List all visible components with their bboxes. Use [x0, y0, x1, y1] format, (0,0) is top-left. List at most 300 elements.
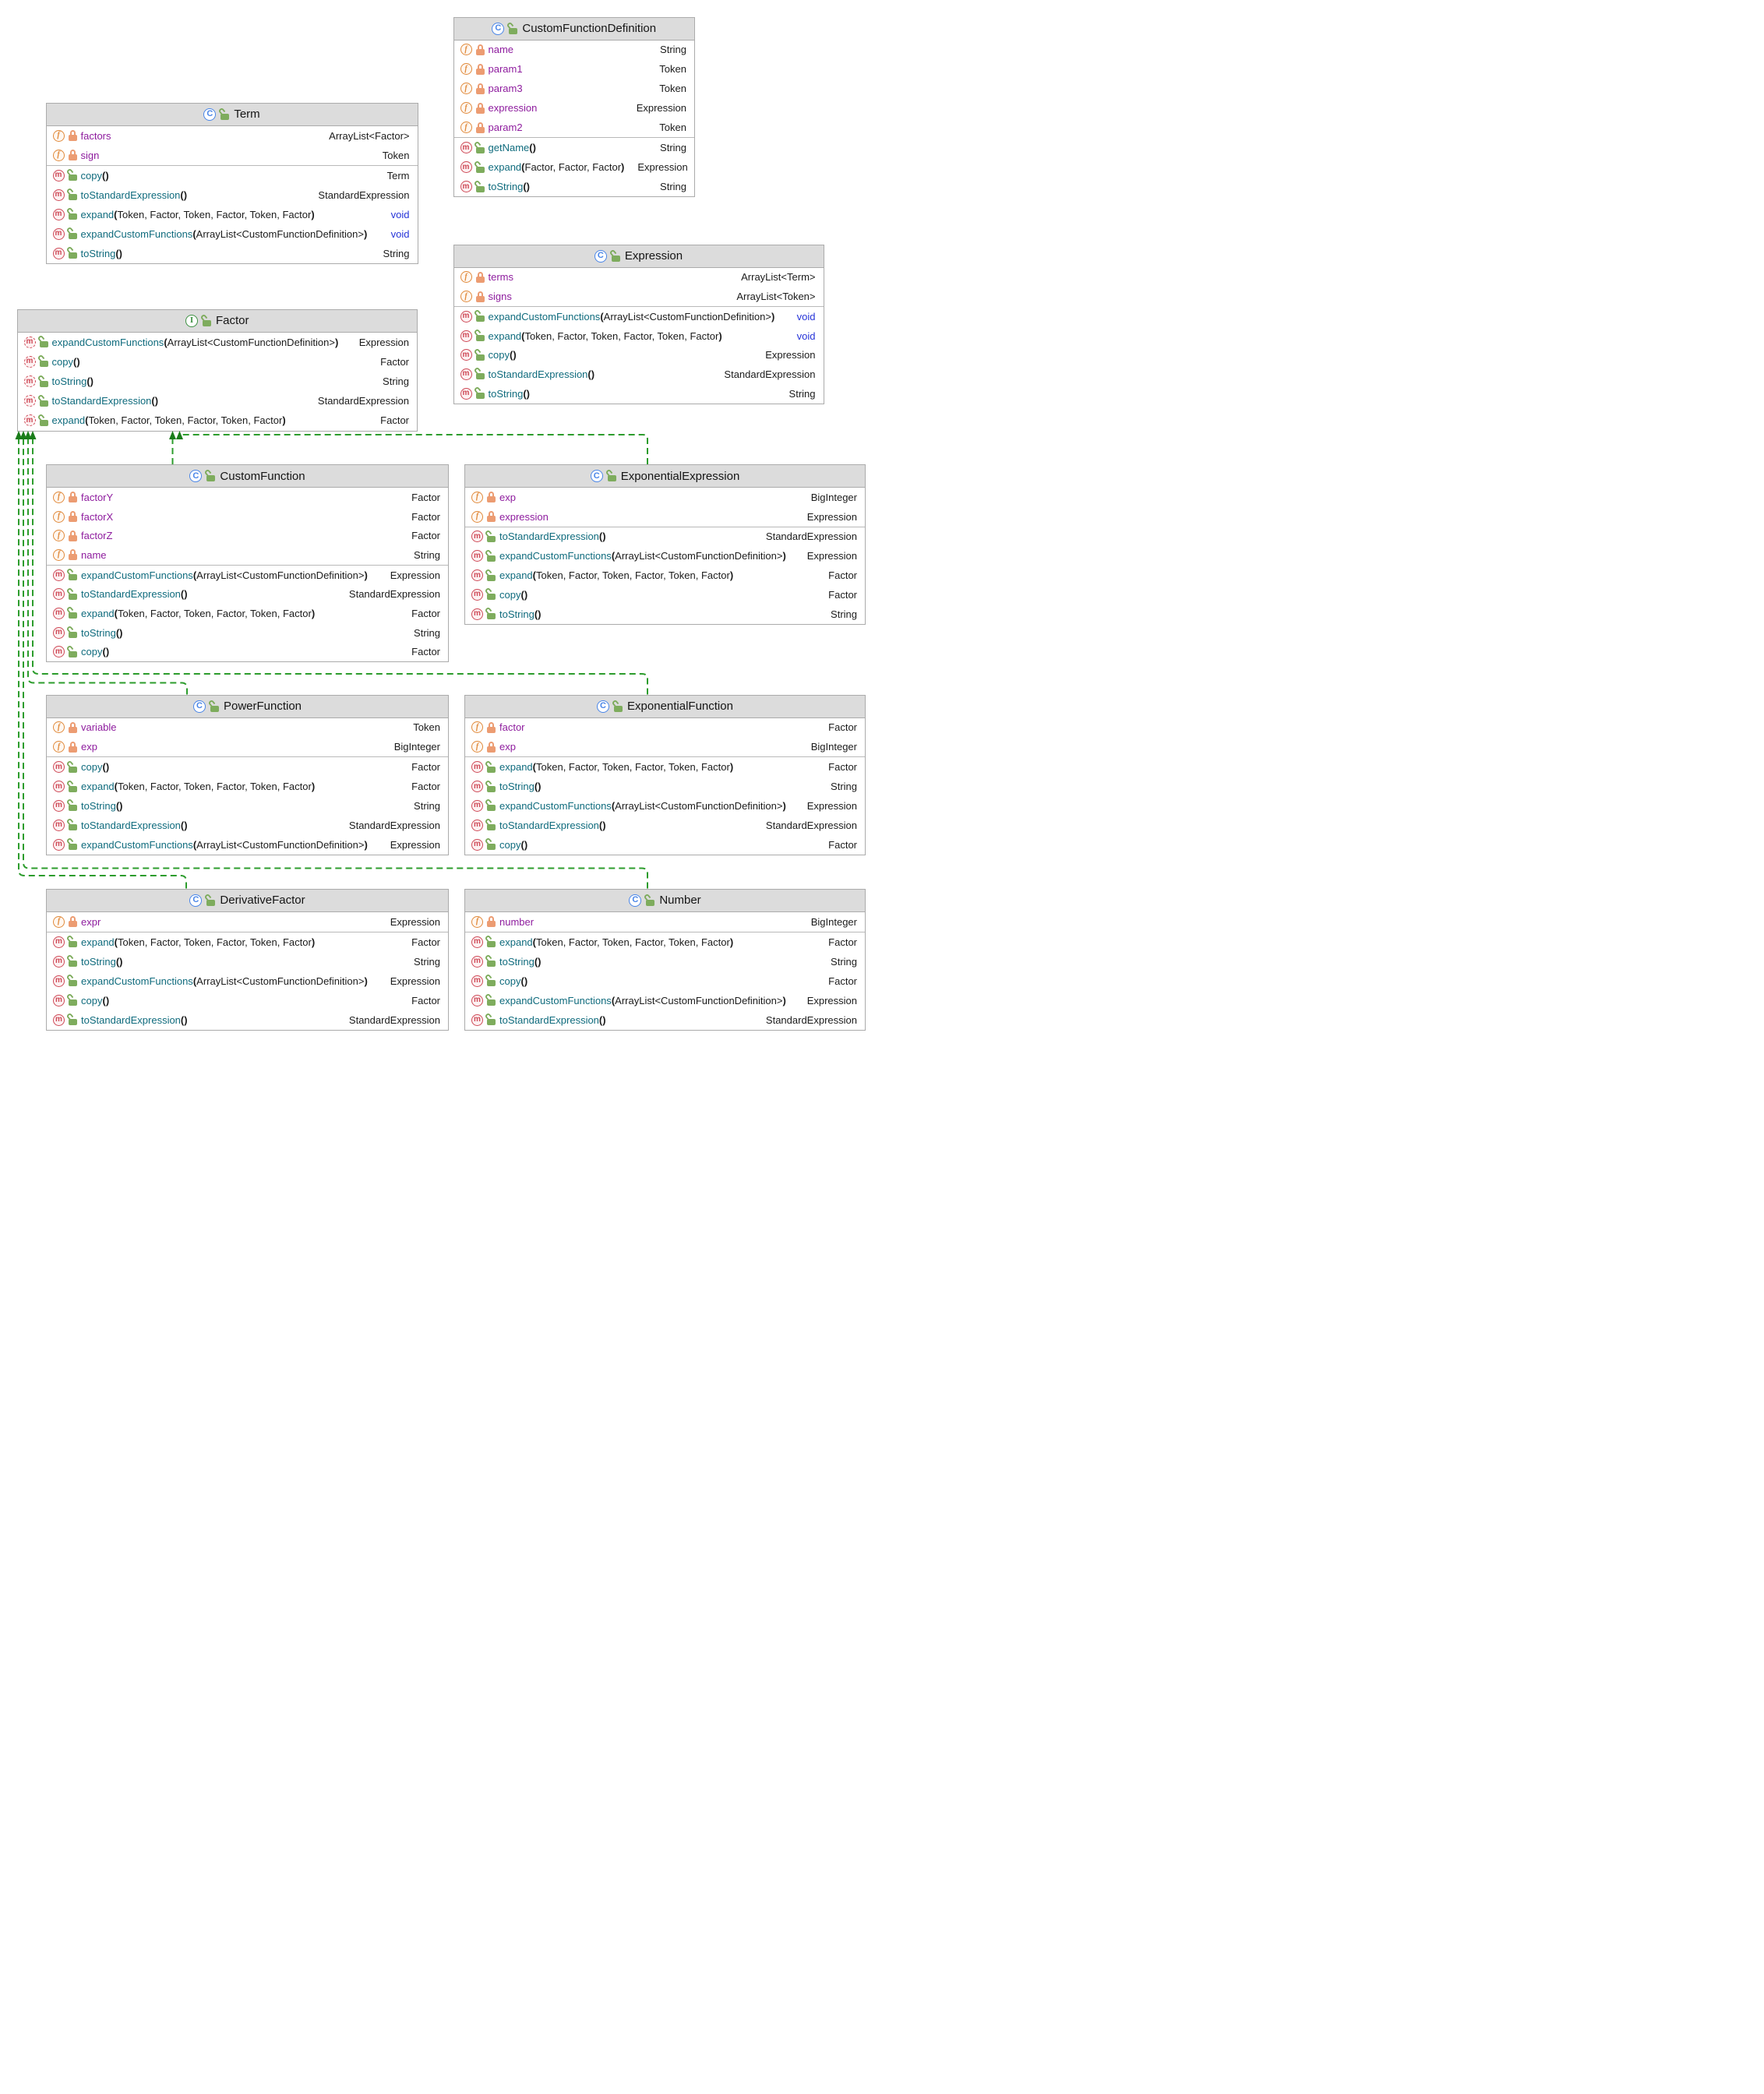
lock-closed-icon [69, 742, 77, 753]
field-name: signs [488, 291, 512, 303]
field-icon: f [460, 122, 472, 133]
method-return-type: String [383, 247, 410, 259]
method-name: expandCustomFunctions [51, 336, 164, 348]
method-icon: m [471, 995, 483, 1006]
method-icon: m [460, 161, 472, 173]
method-name: expandCustomFunctions [499, 799, 612, 812]
method-icon: m [471, 589, 483, 601]
field-row[interactable] [47, 126, 418, 146]
method-name: expand [488, 330, 522, 342]
method-name: expand [499, 936, 533, 948]
class-node-CustomFunctionDefinition[interactable] [453, 17, 696, 198]
method-name: toString [81, 799, 116, 812]
class-title: ExponentialExpression [620, 469, 740, 483]
method-signature: copy() [81, 994, 110, 1006]
field-name: factor [499, 721, 525, 734]
lock-closed-icon [487, 722, 496, 733]
method-name: copy [499, 975, 521, 987]
class-header [47, 890, 448, 912]
field-row[interactable] [47, 146, 418, 165]
method-row[interactable] [465, 757, 865, 777]
method-signature: toString() [499, 781, 542, 792]
method-row[interactable] [18, 391, 418, 411]
lock-closed-icon [476, 291, 485, 302]
method-row[interactable] [465, 585, 865, 605]
method-return-type: void [796, 330, 816, 342]
class-icon: C [629, 894, 641, 907]
class-node-DerivativeFactor[interactable] [46, 889, 449, 1031]
field-row[interactable] [47, 737, 448, 756]
field-name: factorY [81, 491, 114, 503]
class-icon: C [594, 250, 607, 263]
method-icon: m [460, 349, 472, 361]
method-row[interactable] [465, 777, 865, 796]
class-node-Number[interactable] [464, 889, 866, 1031]
method-name: toStandardExpression [499, 819, 599, 831]
field-icon: f [53, 721, 65, 733]
fields-section [47, 488, 448, 565]
method-icon: m [53, 608, 65, 619]
method-row[interactable] [47, 757, 448, 777]
lock-open-icon [487, 956, 496, 967]
method-signature: expand(Token, Factor, Token, Factor, Token, Factor) [80, 208, 315, 220]
method-name: toStandardExpression [51, 395, 152, 407]
field-row[interactable] [454, 98, 695, 118]
method-row[interactable] [47, 952, 448, 971]
lock-closed-icon [487, 742, 496, 753]
field-row[interactable] [465, 912, 865, 932]
class-header [465, 696, 865, 718]
method-name: copy [80, 169, 102, 182]
method-row[interactable] [465, 835, 865, 855]
method-signature: expandCustomFunctions(ArrayList<CustomFunctionDefinition>) [81, 975, 368, 987]
field-name: factorZ [81, 530, 113, 542]
field-name: exp [81, 741, 97, 753]
lock-closed-icon [487, 916, 496, 927]
lock-closed-icon [69, 511, 77, 522]
method-signature: toString() [499, 955, 542, 968]
method-name: expandCustomFunctions [81, 569, 193, 581]
lock-open-icon [40, 415, 48, 426]
field-type: Expression [806, 510, 857, 523]
field-row[interactable] [465, 488, 865, 507]
field-row[interactable] [47, 488, 448, 507]
method-icon: m [53, 189, 65, 201]
field-name: number [499, 915, 534, 928]
lock-closed-icon [487, 511, 496, 522]
method-name: toString [81, 626, 116, 639]
fields-section [465, 488, 865, 527]
fields-section [47, 718, 448, 757]
method-icon: m [53, 761, 65, 773]
field-type: BigInteger [810, 491, 857, 503]
method-name: toStandardExpression [499, 531, 599, 543]
class-node-CustomFunction[interactable] [46, 464, 449, 662]
method-name: copy [81, 646, 103, 658]
method-signature: toString() [81, 626, 123, 639]
method-row[interactable] [47, 623, 448, 643]
field-row[interactable] [47, 718, 448, 738]
method-row[interactable] [47, 205, 418, 224]
method-row[interactable] [47, 1010, 448, 1030]
method-name: expand [81, 936, 115, 948]
lock-open-icon [487, 781, 496, 792]
lock-closed-icon [476, 122, 485, 133]
class-title: PowerFunction [223, 700, 302, 713]
method-name: expandCustomFunctions [499, 550, 612, 562]
method-row[interactable] [47, 604, 448, 623]
method-name: getName [488, 142, 530, 154]
method-signature: copy() [499, 838, 528, 851]
method-return-type: Expression [637, 161, 688, 174]
method-name: copy [499, 838, 521, 851]
method-row[interactable] [47, 796, 448, 816]
method-return-type: StandardExpression [765, 819, 857, 831]
realization-edge-CustomFunction-to-Factor[interactable] [169, 431, 176, 464]
method-row[interactable] [465, 605, 865, 624]
method-return-type: String [831, 955, 857, 968]
method-row[interactable] [465, 566, 865, 585]
method-row[interactable] [465, 932, 865, 952]
method-row[interactable] [47, 185, 418, 205]
method-row[interactable] [454, 157, 695, 177]
class-title: CustomFunctionDefinition [522, 22, 657, 35]
lock-open-icon [487, 975, 496, 986]
method-row[interactable] [18, 352, 418, 372]
method-name: expand [51, 414, 86, 427]
method-row[interactable] [454, 365, 824, 384]
class-node-Factor[interactable] [17, 309, 418, 432]
method-return-type: Factor [828, 936, 857, 948]
lock-open-icon [69, 800, 77, 811]
method-params: ArrayList<CustomFunctionDefinition> [615, 799, 783, 812]
field-name: factorX [81, 510, 114, 523]
method-row[interactable] [465, 971, 865, 991]
method-icon: m [471, 531, 483, 542]
field-row[interactable] [465, 718, 865, 738]
lock-open-icon [69, 228, 77, 239]
method-name: expand [488, 161, 522, 174]
method-params: Token, Factor, Token, Factor, Token, Factor [88, 414, 283, 427]
method-return-type: Factor [411, 994, 440, 1006]
method-icon: m [53, 975, 65, 987]
inheritance-arrowhead [25, 431, 32, 439]
class-title: DerivativeFactor [220, 894, 305, 907]
method-return-type: StandardExpression [348, 1014, 440, 1026]
method-icon: m [471, 839, 483, 851]
class-node-Expression[interactable] [453, 245, 824, 404]
method-signature: copy() [51, 355, 80, 368]
methods-section [47, 565, 448, 661]
methods-section [454, 137, 695, 196]
method-row[interactable] [18, 411, 418, 430]
method-signature: toString() [51, 375, 93, 387]
lock-open-icon [40, 337, 48, 347]
field-icon: f [460, 102, 472, 114]
method-signature: copy() [81, 761, 110, 774]
method-name: expand [81, 607, 115, 619]
method-row[interactable] [47, 932, 448, 952]
method-row[interactable] [47, 244, 418, 263]
field-row[interactable] [454, 41, 695, 60]
fields-section [465, 718, 865, 757]
field-icon: f [53, 916, 65, 928]
lock-open-icon [612, 251, 620, 262]
method-row[interactable] [47, 224, 418, 244]
field-type: ArrayList<Term> [741, 271, 816, 284]
method-icon: m [53, 646, 65, 657]
method-row[interactable] [18, 372, 418, 391]
class-icon: C [189, 470, 202, 482]
lock-open-icon [487, 839, 496, 850]
method-signature: toStandardExpression() [81, 819, 188, 831]
method-return-type: Expression [806, 994, 857, 1006]
method-name: expandCustomFunctions [80, 227, 193, 240]
field-icon: f [53, 530, 65, 541]
field-name: sign [80, 149, 100, 161]
method-name: toString [81, 955, 116, 968]
field-row[interactable] [454, 287, 824, 306]
method-icon: m [53, 588, 65, 600]
interface-icon: I [185, 315, 198, 327]
lock-open-icon [487, 608, 496, 619]
class-node-ExponentialExpression[interactable] [464, 464, 866, 625]
method-name: toString [499, 781, 534, 792]
method-return-type: Factor [411, 781, 440, 792]
method-row[interactable] [454, 384, 824, 404]
method-return-type: Term [386, 169, 410, 182]
method-icon: m [460, 181, 472, 192]
method-return-type: Factor [380, 355, 409, 368]
field-type: Token [659, 122, 686, 134]
method-name: expandCustomFunctions [81, 838, 193, 851]
method-name: copy [81, 994, 103, 1006]
lock-open-icon [487, 762, 496, 773]
method-row[interactable] [47, 642, 448, 661]
method-row[interactable] [465, 546, 865, 566]
method-params: ArrayList<CustomFunctionDefinition> [167, 336, 335, 348]
method-icon: m [53, 569, 65, 581]
lock-closed-icon [476, 64, 485, 75]
method-signature: toString() [499, 608, 542, 620]
field-type: Token [659, 83, 686, 95]
field-type: BigInteger [393, 741, 440, 753]
class-title: Factor [215, 314, 249, 327]
methods-section [18, 333, 418, 431]
method-row[interactable] [454, 307, 824, 326]
lock-open-icon [69, 189, 77, 200]
lock-open-icon [69, 820, 77, 830]
field-row[interactable] [454, 118, 695, 137]
field-row[interactable] [465, 737, 865, 756]
method-return-type: Factor [828, 975, 857, 987]
method-signature: expand(Token, Factor, Token, Factor, Token, Factor) [499, 761, 734, 774]
method-signature: toStandardExpression() [488, 368, 595, 380]
method-signature: copy() [80, 169, 109, 182]
method-row[interactable] [454, 326, 824, 346]
method-icon: m [24, 337, 36, 348]
lock-closed-icon [476, 83, 485, 94]
lock-open-icon [487, 589, 496, 600]
class-icon: C [189, 894, 202, 907]
class-header [465, 465, 865, 488]
method-return-type: String [831, 608, 857, 620]
method-return-type: StandardExpression [318, 189, 410, 201]
fields-section [454, 268, 824, 306]
lock-open-icon [210, 701, 219, 712]
method-row[interactable] [454, 138, 695, 157]
field-row[interactable] [465, 507, 865, 527]
field-name: exp [499, 741, 516, 753]
lock-open-icon [69, 170, 77, 181]
class-header [47, 465, 448, 488]
method-name: toStandardExpression [499, 1014, 599, 1026]
lock-open-icon [487, 1014, 496, 1025]
method-row[interactable] [47, 816, 448, 835]
method-icon: m [53, 209, 65, 220]
method-name: toString [80, 247, 116, 259]
method-row[interactable] [465, 816, 865, 835]
method-row[interactable] [465, 1010, 865, 1030]
field-type: Factor [411, 530, 440, 542]
lock-open-icon [509, 23, 517, 34]
field-row[interactable] [454, 79, 695, 98]
field-name: param2 [488, 122, 523, 134]
method-row[interactable] [47, 991, 448, 1010]
class-node-ExponentialFunction[interactable] [464, 695, 866, 855]
method-return-type: Expression [390, 838, 440, 851]
lock-open-icon [69, 995, 77, 1006]
fields-section [47, 126, 418, 165]
method-signature: copy() [499, 588, 528, 601]
field-icon: f [53, 130, 65, 142]
method-icon: m [471, 936, 483, 948]
lock-closed-icon [69, 549, 77, 560]
method-name: copy [51, 355, 73, 368]
field-row[interactable] [47, 526, 448, 545]
method-signature: expandCustomFunctions(ArrayList<CustomFunctionDefinition>) [81, 838, 368, 851]
lock-closed-icon [69, 722, 77, 733]
method-icon: m [53, 936, 65, 948]
method-row[interactable] [465, 527, 865, 547]
method-name: toString [499, 955, 534, 968]
field-name: param1 [488, 63, 523, 76]
method-row[interactable] [465, 991, 865, 1010]
field-type: BigInteger [810, 915, 857, 928]
field-row[interactable] [454, 268, 824, 287]
lock-open-icon [487, 551, 496, 562]
class-header [47, 104, 418, 126]
inheritance-arrowhead [30, 431, 37, 439]
class-node-PowerFunction[interactable] [46, 695, 449, 855]
field-name: expr [81, 915, 101, 928]
methods-section [47, 932, 448, 1030]
method-name: toStandardExpression [488, 368, 588, 380]
method-row[interactable] [47, 835, 448, 855]
lock-open-icon [69, 569, 77, 580]
lock-open-icon [487, 995, 496, 1006]
method-name: toStandardExpression [80, 189, 181, 201]
method-row[interactable] [454, 177, 695, 196]
method-return-type: Factor [411, 646, 440, 658]
method-icon: m [24, 414, 36, 426]
methods-section [454, 306, 824, 404]
method-name: copy [499, 588, 521, 601]
realization-edge-ExponentialExpression-to-Factor[interactable] [176, 431, 647, 464]
field-icon: f [460, 271, 472, 283]
field-row[interactable] [47, 507, 448, 527]
lock-closed-icon [69, 130, 77, 141]
method-params: ArrayList<CustomFunctionDefinition> [196, 838, 365, 851]
fields-section [465, 912, 865, 932]
lock-closed-icon [69, 531, 77, 541]
method-row[interactable] [454, 345, 824, 365]
field-row[interactable] [47, 545, 448, 565]
field-icon: f [471, 492, 483, 503]
method-icon: m [24, 356, 36, 368]
method-row[interactable] [47, 566, 448, 585]
field-name: name [488, 44, 514, 56]
field-icon: f [53, 511, 65, 523]
method-name: toStandardExpression [81, 588, 181, 601]
method-signature: expandCustomFunctions(ArrayList<CustomFunctionDefinition>) [51, 336, 339, 348]
field-type: BigInteger [810, 741, 857, 753]
method-name: expandCustomFunctions [488, 310, 601, 323]
method-return-type: Factor [411, 936, 440, 948]
method-icon: m [471, 975, 483, 987]
method-row[interactable] [465, 796, 865, 816]
lock-open-icon [40, 376, 48, 387]
field-type: Token [659, 63, 686, 76]
class-header [454, 245, 824, 268]
method-signature: expand(Factor, Factor, Factor) [488, 161, 625, 174]
method-signature: expandCustomFunctions(ArrayList<CustomFunctionDefinition>) [499, 994, 786, 1006]
lock-closed-icon [487, 492, 496, 502]
method-icon: m [471, 800, 483, 812]
lock-open-icon [69, 781, 77, 792]
lock-open-icon [487, 531, 496, 542]
lock-open-icon [69, 647, 77, 657]
method-params: ArrayList<CustomFunctionDefinition> [615, 994, 783, 1006]
class-icon: C [193, 700, 206, 713]
method-return-type: Factor [828, 569, 857, 582]
lock-open-icon [476, 388, 485, 399]
class-header [454, 18, 695, 41]
method-signature: expand(Token, Factor, Token, Factor, Token, Factor) [81, 781, 316, 792]
method-return-type: StandardExpression [317, 395, 409, 407]
method-row[interactable] [18, 333, 418, 352]
lock-open-icon [476, 143, 485, 153]
method-row[interactable] [47, 971, 448, 991]
lock-closed-icon [476, 103, 485, 114]
field-row[interactable] [47, 912, 448, 932]
method-row[interactable] [47, 166, 418, 185]
method-params: Token, Factor, Token, Factor, Token, Factor [118, 781, 312, 792]
lock-closed-icon [69, 916, 77, 927]
field-row[interactable] [454, 59, 695, 79]
method-return-type: Expression [358, 336, 409, 348]
method-row[interactable] [465, 952, 865, 971]
method-row[interactable] [47, 584, 448, 604]
field-type: String [414, 548, 440, 561]
method-signature: expandCustomFunctions(ArrayList<CustomFunctionDefinition>) [499, 799, 786, 812]
field-icon: f [460, 63, 472, 75]
class-node-Term[interactable] [46, 103, 418, 264]
fields-section [47, 912, 448, 932]
method-signature: expand(Token, Factor, Token, Factor, Token, Factor) [81, 607, 316, 619]
method-params: ArrayList<CustomFunctionDefinition> [196, 975, 365, 987]
method-row[interactable] [47, 777, 448, 796]
